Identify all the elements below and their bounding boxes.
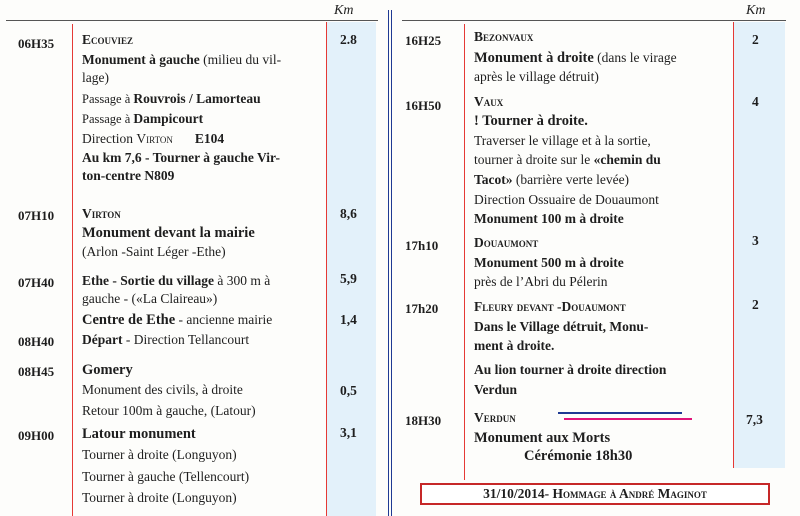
line: Direction Virton E104	[82, 131, 225, 146]
line: près de l’Abri du Pélerin	[474, 274, 608, 289]
place-bezonvaux: Bezonvaux	[474, 29, 534, 44]
header-rule-right	[402, 20, 786, 21]
line: Direction Ossuaire de Douaumont	[474, 192, 659, 207]
header-rule-left	[6, 20, 378, 21]
time-1650: 16H50	[405, 98, 442, 113]
line: Latour monument	[82, 426, 196, 442]
hommage-banner	[420, 483, 770, 505]
line: après le village détruit)	[474, 69, 599, 84]
right-km-rule	[733, 22, 734, 468]
line: Monument à gauche (milieu du vil-	[82, 52, 282, 67]
km-header-left: Km	[334, 3, 354, 18]
time-1830: 18H30	[405, 413, 442, 428]
line: Traverser le village et à la sortie,	[474, 133, 651, 148]
line: tourner à droite sur le «chemin du	[474, 152, 661, 167]
line: Gomery	[82, 362, 133, 378]
left-km-rule	[326, 22, 327, 516]
tricolor-rule-blue	[558, 412, 682, 414]
time-1625: 16H25	[405, 33, 442, 48]
line: lage)	[82, 70, 109, 85]
line: ! Tourner à droite.	[474, 113, 588, 129]
time-0845: 08H45	[18, 364, 55, 379]
line: Monument 100 m à droite	[474, 211, 624, 226]
line: Tourner à gauche (Tellencourt)	[82, 469, 250, 484]
line: Cérémonie 18h30	[524, 448, 633, 464]
km-header-right: Km	[746, 3, 766, 18]
time-0840: 08H40	[18, 334, 55, 349]
center-blue-rule-a	[388, 10, 389, 516]
time-0710: 07H10	[18, 208, 55, 223]
line: Monument devant la mairie	[82, 225, 255, 241]
time-1720: 17h20	[405, 301, 439, 316]
km-column-right	[733, 22, 785, 468]
line: (Arlon -Saint Léger -Ethe)	[82, 244, 226, 259]
left-red-rule	[72, 24, 73, 516]
line: Passage à Dampicourt	[82, 111, 204, 126]
line: Monument à droite (dans le virage	[474, 50, 677, 66]
place-douaumont: Douaumont	[474, 235, 539, 250]
line: Ethe - Sortie du village à 300 m à	[82, 273, 271, 288]
right-red-rule	[464, 24, 465, 480]
time-0740: 07H40	[18, 275, 55, 290]
km-latour: 3,1	[340, 425, 357, 440]
time-1710: 17h10	[405, 238, 439, 253]
line: gauche - («La Claireau»)	[82, 291, 218, 306]
place-virton: Virton	[82, 206, 121, 221]
km-virton: 8,6	[340, 206, 357, 221]
place-verdun: Verdun	[474, 410, 516, 425]
line: Retour 100m à gauche, (Latour)	[82, 403, 256, 418]
banner-date: 31/10/2014	[483, 486, 545, 501]
km-centre-ethe: 1,4	[340, 312, 357, 327]
line: Départ - Direction Tellancourt	[82, 332, 250, 347]
km-vaux: 4	[752, 94, 759, 109]
place-fleury: Fleury devant -Douaumont	[474, 299, 626, 314]
banner-text: - Hommage à André Maginot	[544, 486, 707, 501]
line: Passage à Rouvrois / Lamorteau	[82, 91, 261, 106]
line: Monument 500 m à droite	[474, 255, 624, 270]
km-ethe: 5,9	[340, 271, 357, 286]
line: Tacot» (barrière verte levée)	[474, 172, 630, 187]
line: ment à droite.	[474, 338, 555, 353]
km-douaumont: 3	[752, 233, 759, 248]
center-blue-rule-b	[391, 10, 392, 516]
line: Tourner à droite (Longuyon)	[82, 447, 237, 462]
km-verdun: 7,3	[746, 412, 763, 427]
line: Verdun	[474, 382, 518, 397]
tricolor-rule-magenta	[564, 418, 692, 420]
line: Tourner à droite (Longuyon)	[82, 490, 237, 505]
km-bezonvaux: 2	[752, 32, 759, 47]
line: Monument des civils, à droite	[82, 382, 243, 397]
line: Centre de Ethe - ancienne mairie	[82, 312, 273, 328]
km-ecouviez: 2.8	[340, 32, 357, 47]
line: ton-centre N809	[82, 168, 175, 183]
line: Au lion tourner à droite direction	[474, 362, 667, 377]
km-fleury: 2	[752, 297, 759, 312]
line: Au km 7,6 - Tourner à gauche Vir-	[82, 150, 281, 165]
time-0900: 09H00	[18, 428, 55, 443]
line: Dans le Village détruit, Monu-	[474, 319, 649, 334]
km-gomery: 0,5	[340, 383, 357, 398]
place-ecouviez: Ecouviez	[82, 32, 134, 47]
time-0635: 06H35	[18, 36, 55, 51]
line: Monument aux Morts	[474, 430, 611, 446]
place-vaux: Vaux	[474, 94, 504, 109]
